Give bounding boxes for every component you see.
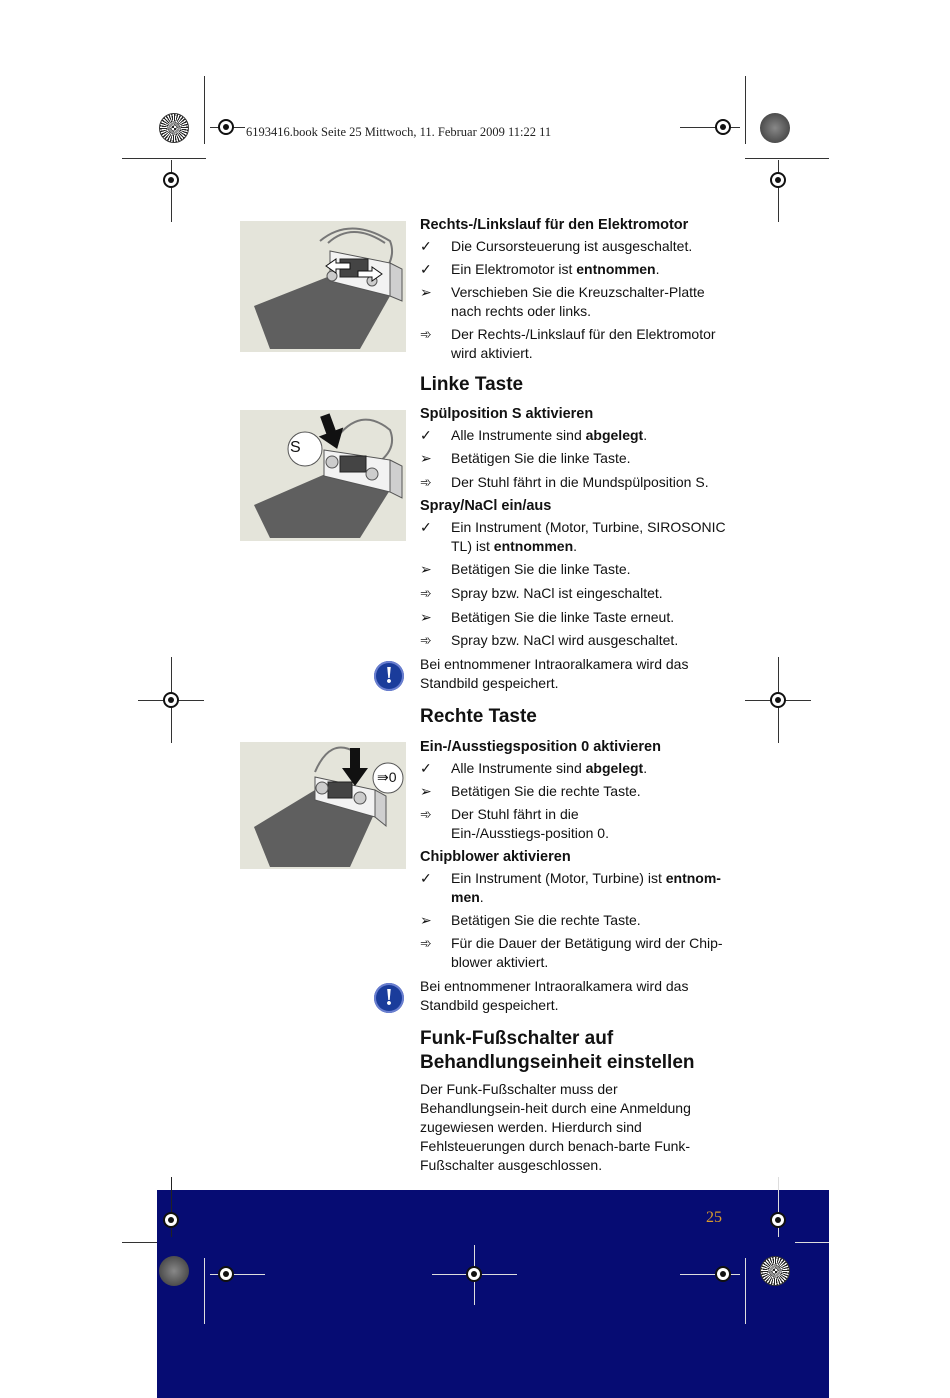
registration-mark-icon <box>770 692 786 708</box>
registration-mark-icon <box>163 1212 179 1228</box>
crop-line <box>745 1258 746 1324</box>
result-arrow-icon: ➾ <box>420 632 432 648</box>
result-arrow-icon: ➾ <box>420 474 432 490</box>
important-note-icon: ! <box>374 983 404 1013</box>
crop-line <box>171 1177 172 1237</box>
heading-funk-line1: Funk-Fußschalter auf <box>420 1028 614 1049</box>
starburst-mark-icon <box>760 1256 790 1286</box>
foot-control-illustration-lr <box>240 221 406 352</box>
rinse-position-label: S <box>290 439 301 456</box>
result-arrow-icon: ➾ <box>420 585 432 601</box>
funk-body-text: Der Funk-Fußschalter muss der Behandlungsein-heit durch eine Anmeldung zugewiesen werden. Hierdurch sind Fehlsteuerungen durch benach-barte Funk-Fußschalter ausgeschlossen. <box>420 1081 691 1173</box>
crop-line <box>680 1274 740 1275</box>
crop-line <box>745 158 829 159</box>
registration-mark-icon <box>466 1266 482 1282</box>
action-arrow-icon: ➢ <box>420 609 432 625</box>
subheading-rl: Rechts-/Linkslauf für den Elektromotor <box>420 217 689 233</box>
note-text: Bei entnommener Intraoralkamera wird das Standbild gespeichert. <box>420 978 689 1013</box>
check-icon: ✓ <box>420 238 432 254</box>
subheading-spray: Spray/NaCl ein/aus <box>420 498 552 514</box>
crop-line <box>795 1242 829 1243</box>
action-arrow-icon: ➢ <box>420 284 432 300</box>
starburst-mark-icon <box>159 113 189 143</box>
action-arrow-icon: ➢ <box>420 912 432 928</box>
crop-line <box>680 127 740 128</box>
action-arrow-icon: ➢ <box>420 561 432 577</box>
heading-linke-taste: Linke Taste <box>420 374 524 395</box>
gray-disc-mark-icon <box>159 1256 189 1286</box>
important-note-icon: ! <box>374 661 404 691</box>
crop-line <box>171 160 172 222</box>
crop-line <box>204 1258 205 1324</box>
crop-line <box>204 76 205 144</box>
result-arrow-icon: ➾ <box>420 806 432 822</box>
entry-position-label: ⇛0 <box>377 769 397 785</box>
crop-line <box>745 76 746 144</box>
crop-line <box>778 1177 779 1237</box>
print-header: 6193416.book Seite 25 Mittwoch, 11. Februar 2009 11:22 11 <box>246 125 552 139</box>
heading-funk-line2: Behandlungseinheit einstellen <box>420 1052 695 1073</box>
note-text: Bei entnommener Intraoralkamera wird das Standbild gespeichert. <box>420 656 689 691</box>
gray-disc-mark-icon <box>760 113 790 143</box>
check-icon: ✓ <box>420 870 432 886</box>
check-icon: ✓ <box>420 427 432 443</box>
registration-mark-icon <box>163 172 179 188</box>
foot-control-illustration-right <box>240 742 406 869</box>
subheading-spuel: Spülposition S aktivieren <box>420 406 594 422</box>
crop-line <box>778 160 779 222</box>
registration-mark-icon <box>770 1212 786 1228</box>
subheading-einstieg: Ein-/Ausstiegsposition 0 aktivieren <box>420 739 661 755</box>
registration-mark-icon <box>770 172 786 188</box>
footer-band <box>157 1190 829 1398</box>
result-arrow-icon: ➾ <box>420 326 432 342</box>
check-icon: ✓ <box>420 760 432 776</box>
action-arrow-icon: ➢ <box>420 783 432 799</box>
registration-mark-icon <box>715 119 731 135</box>
registration-mark-icon <box>163 692 179 708</box>
check-icon: ✓ <box>420 519 432 535</box>
crop-line <box>122 1242 157 1243</box>
page-number: 25 <box>706 1209 722 1226</box>
registration-mark-icon <box>218 119 234 135</box>
heading-rechte-taste: Rechte Taste <box>420 706 537 727</box>
check-icon: ✓ <box>420 261 432 277</box>
action-arrow-icon: ➢ <box>420 450 432 466</box>
subheading-chipblower: Chipblower aktivieren <box>420 849 571 865</box>
registration-mark-icon <box>715 1266 731 1282</box>
result-arrow-icon: ➾ <box>420 935 432 951</box>
foot-control-illustration-left <box>240 410 406 541</box>
registration-mark-icon <box>218 1266 234 1282</box>
crop-line <box>122 158 206 159</box>
